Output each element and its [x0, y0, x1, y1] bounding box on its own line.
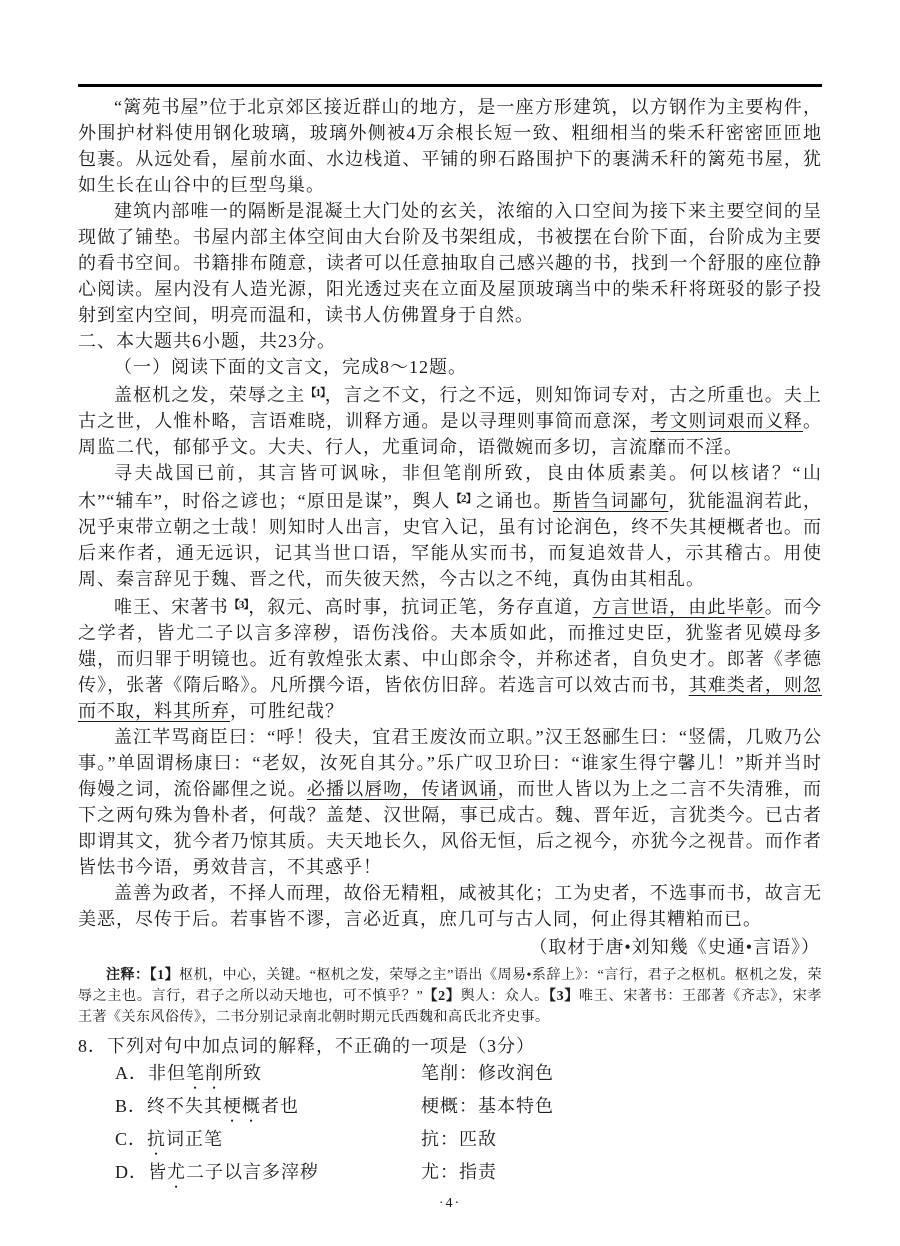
option-a-gloss: 笔削：修改润色 — [421, 1063, 554, 1083]
option-c-phrase — [115, 1126, 421, 1159]
question-8-stem: 8．下列对句中加点词的解释，不正确的一项是（3分） — [78, 1036, 535, 1056]
option-c-text: 抗词正笔 — [147, 1129, 224, 1149]
option-a-phrase — [115, 1060, 421, 1093]
option-d-gloss: 尤：指责 — [421, 1162, 497, 1182]
option-d-phrase — [115, 1159, 421, 1192]
option-a-label: A． — [115, 1063, 148, 1083]
option-d-label: D． — [115, 1162, 148, 1182]
question-8-option-d — [78, 1159, 822, 1192]
passage-paragraph-1: 盖枢机之发，荣辱之主$^{【1】}$，言之不文，行之不远，则知饰词专对，古之所重也。夫上古之世，人惟朴略，言语难晓，训释方通。是以寻理则事简而意深，考文则词艰而义释。周监二代，郁郁乎文。大夫、行人，尤重词命，语微婉而多切，言流靡而不淫。 — [78, 385, 823, 457]
passage-paragraph-3: 唯王、宋著书$^{【3】}$，叙元、高时事，抗词正笔，务存直道，方言世语，由此毕彰。而今之学者，皆尤二子以言多滓秽，语伤浅俗。夫本质如此，而推过史臣，犹鉴者见嫫母多媸，而归罪于明镜也。近有敦煌张太素、中山郎余令，并称述者，自负史才。郎著《孝德传》，张著《隋后略》。凡所撰今语，皆依仿旧辞。若选言可以效古而书，其难类者，则忽而不取，料其所弃，可胜纪哉？ — [78, 597, 823, 721]
option-d-text: 皆尤二子以言多滓秽 — [148, 1162, 319, 1182]
section-heading: 二、本大题共6小题，共23分。 — [78, 331, 336, 351]
section-subheading: （一）阅读下面的文言文，完成8～12题。 — [114, 357, 467, 377]
passage-paragraph-5: 盖善为政者，不择人而理，故俗无精粗，咸被其化；工为史者，不选事而书，故言无美恶，尽传于后。若事皆不谬，言必近真，庶几可与古人同，何止得其糟粕而已。 — [78, 883, 822, 929]
option-b-text: 终不失其梗概者也 — [147, 1096, 300, 1116]
option-c-label: C． — [115, 1129, 148, 1149]
question-8-option-a — [78, 1060, 822, 1093]
option-b-phrase — [115, 1093, 421, 1126]
option-b-gloss: 梗概：基本特色 — [421, 1096, 554, 1116]
intro-paragraph-1: “篱苑书屋”位于北京郊区接近群山的地方，是一座方形建筑，以方钢作为主要构件，外围护材料使用钢化玻璃，玻璃外侧被4万余根长短一致、粗细相当的柴禾秆密密匝匝地包裹。从远处看，屋前水面、水边栈道、平铺的卵石路围护下的裹满禾秆的篱苑书屋，犹如生长在山谷中的巨型鸟巢。 — [78, 97, 822, 195]
passage-source: （取材于唐•刘知幾《史通•言语》） — [529, 937, 820, 957]
passage-notes: 注释：【1】枢机，中心，关键。“枢机之发，荣辱之主”语出《周易•系辞上》：“言行，君子之枢机。枢机之发，荣辱之主也。言行，君子之所以动天地也，可不慎乎？”【2】舆人：众人。【3】唯王、宋著书：王邵著《齐志》，宋孝王著《关东风俗传》，二书分别记录南北朝时期元氏西魏和高氏北齐史事。 — [78, 968, 823, 1025]
page-number: ·4· — [438, 1196, 462, 1211]
header-rule — [78, 84, 822, 87]
intro-paragraph-2: 建筑内部唯一的隔断是混凝土大门处的玄关，浓缩的入口空间为接下来主要空间的呈现做了铺垫。书屋内部主体空间由大台阶及书架组成，书被摆在台阶下面，台阶成为主要的看书空间。书籍排布随意，读者可以任意抽取自己感兴趣的书，找到一个舒服的座位静心阅读。屋内没有人造光源，阳光透过夹在立面及屋顶玻璃当中的柴禾秆将斑驳的影子投射到室内空间，明亮而温和，读书人仿佛置身于自然。 — [78, 201, 822, 325]
option-b-label: B． — [115, 1096, 148, 1116]
passage-paragraph-4: 盖江芊骂商臣曰：“呼！役夫，宜君王废汝而立职。”汉王怒郦生曰：“竖儒，几败乃公事。”单固谓杨康曰：“老奴，汝死自其分。”乐广叹卫玠曰：“谁家生得宁馨儿！”斯并当时侮嫚之词，流俗鄙俚之说。必播以唇吻，传诸讽诵，而世人皆以为上之二言不失清雅，而下之两句殊为鲁朴者，何哉？盖楚、汉世隔，事已成古。魏、晋年近，言犹类今。已古者即谓其文，犹今者乃惊其质。夫天地长久，风俗无恒，后之视今，亦犹今之视昔。而作者皆怯书今语，勇效昔言，不其惑乎！ — [78, 727, 823, 877]
option-a-text: 非但笔削所致 — [148, 1063, 262, 1083]
option-c-gloss: 抗：匹敌 — [421, 1129, 497, 1149]
passage-paragraph-2: 寻夫战国已前，其言皆可讽咏，非但笔削所致，良由体质素美。何以核诸？“山木”“辅车”，时俗之谚也；“原田是谋”，舆人$^{【2】}$之诵也。斯皆刍词鄙句，犹能温润若此，况乎束带立朝之士哉！则知时人出言，史官入记，虽有讨论润色，终不失其梗概者也。而后来作者，通无远识，记其当世口语，罕能从实而书，而复追效昔人，示其稽古。用使周、秦言辞见于魏、晋之代，而失彼天然，今古以之不纯，真伪由其相乱。 — [78, 463, 823, 589]
question-8-option-b — [78, 1093, 822, 1126]
question-8-option-c — [78, 1126, 822, 1159]
